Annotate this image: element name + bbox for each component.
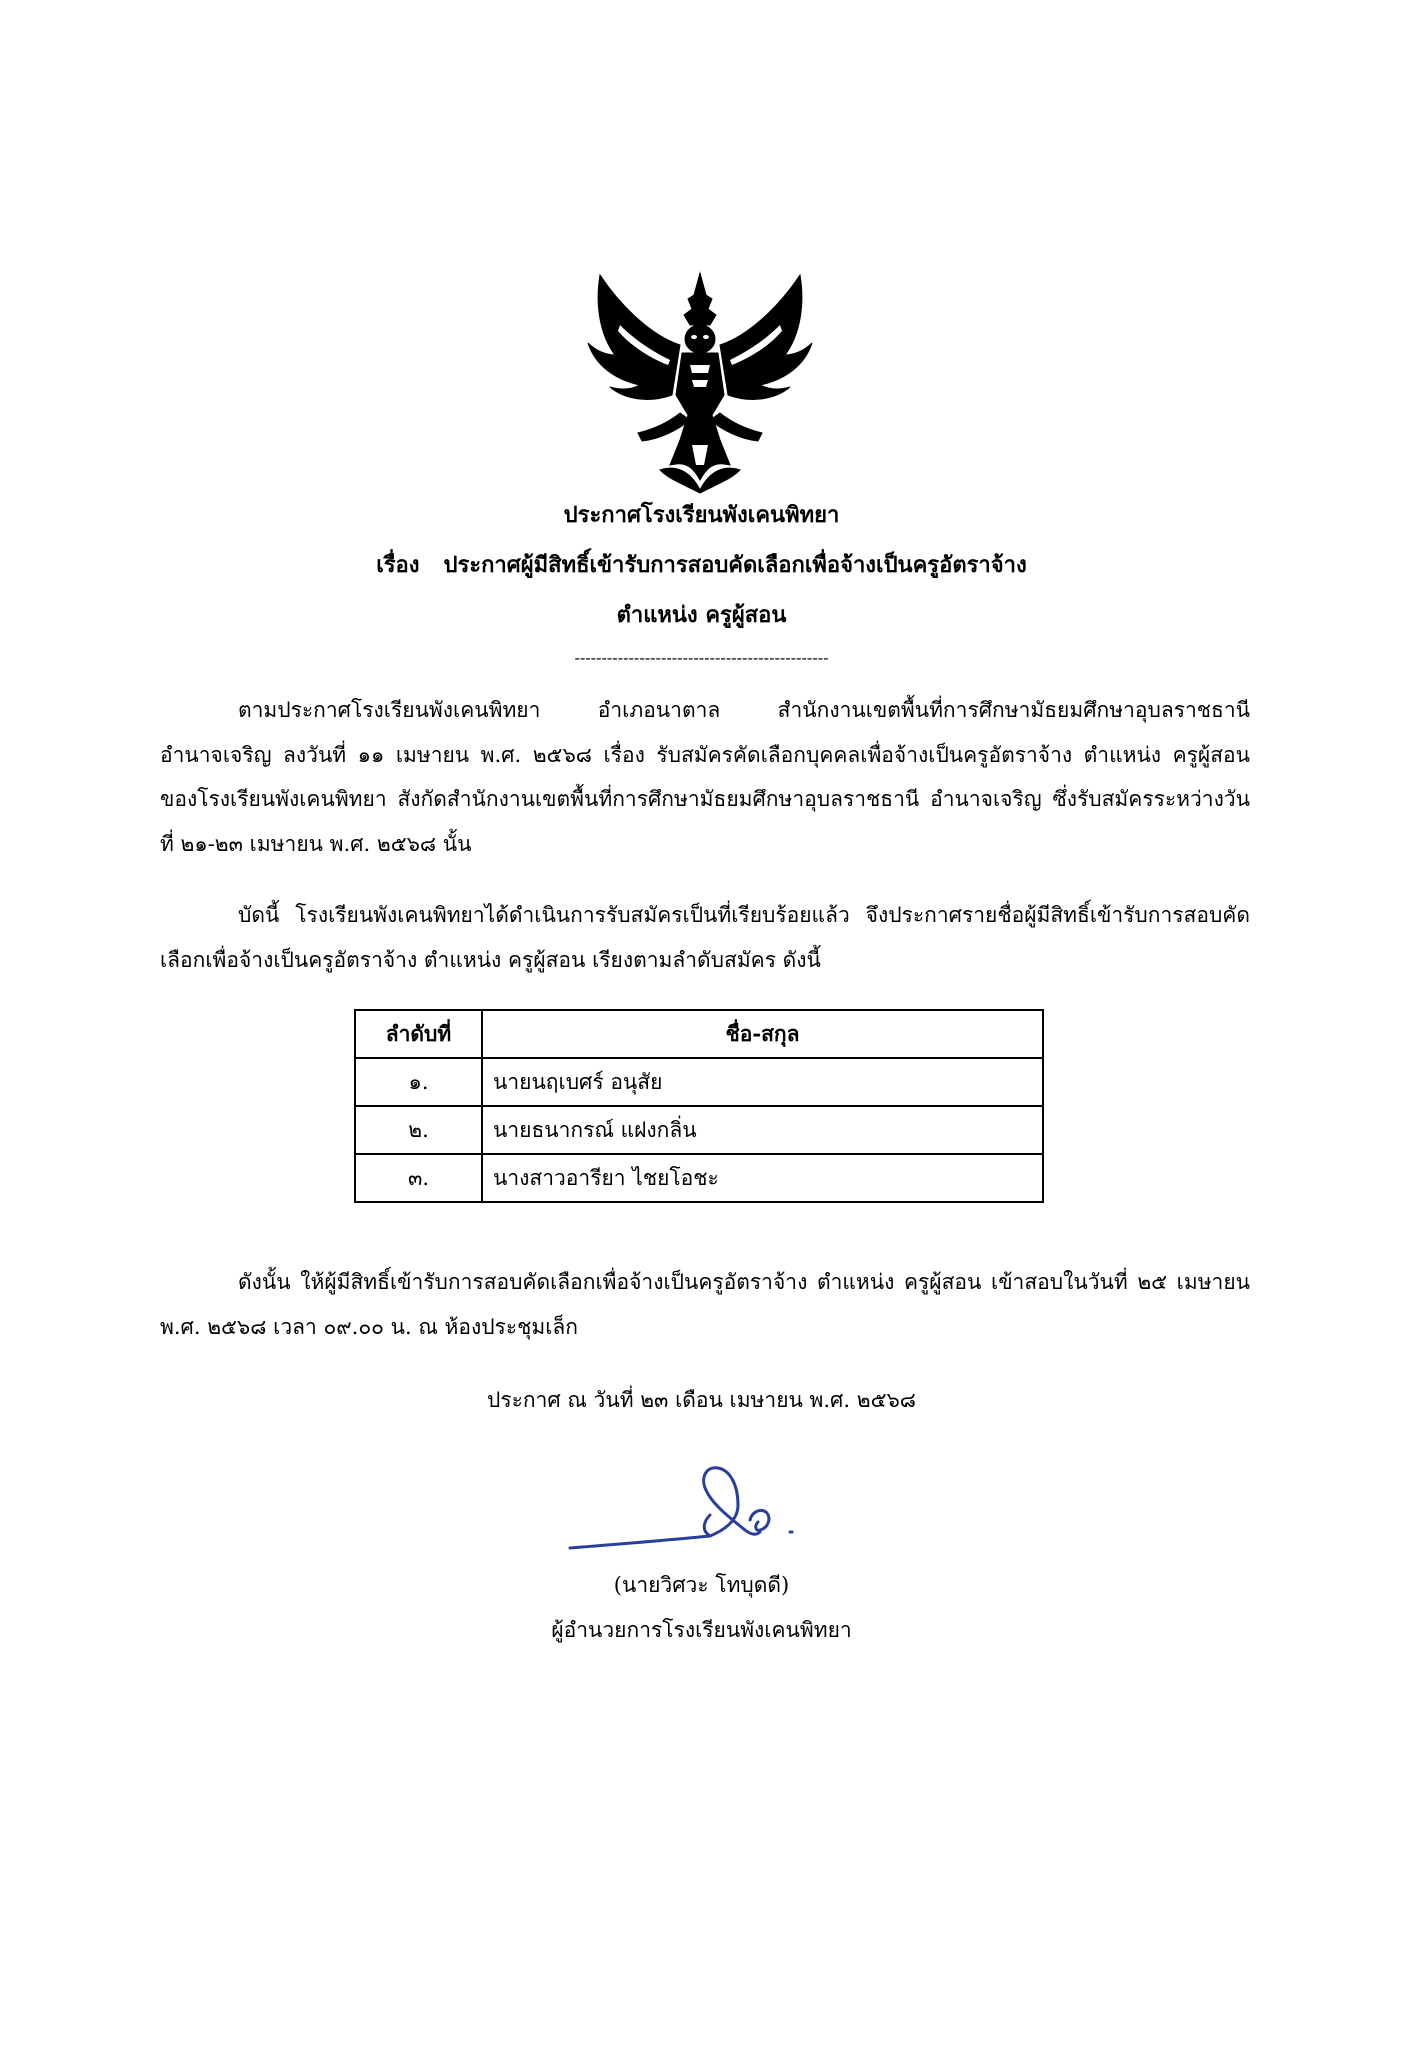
- row-name: นางสาวอารียา ไชยโอชะ: [482, 1154, 1043, 1202]
- table-row: [355, 1154, 1043, 1202]
- paragraph-background: ตามประกาศโรงเรียนพังเคนพิทยา อำเภอนาตาล สำนักงานเขตพื้นที่การศึกษามัธยมศึกษาอุบลราชธานี อำนาจเจริญ ลงวันที่ ๑๑ เมษายน พ.ศ. ๒๕๖๘ เรื่อง รับสมัครคัดเลือกบุคคลเพื่อจ้างเป็นครูอัตราจ้าง ตำแหน่ง ครูผู้สอน ของโรงเรียนพังเคนพิทยา สังกัดสำนักงานเขตพื้นที่การศึกษามัธยมศึกษาอุบลราชธานี อำนาจเจริญ ซึ่งรับสมัครระหว่างวันที่ ๒๑-๒๓ เมษายน พ.ศ. ๒๕๖๘ นั้น: [160, 698, 1250, 856]
- row-number: ๒.: [355, 1106, 482, 1154]
- candidate-table: [354, 1009, 1044, 1203]
- row-name: นายนฤเบศร์ อนุสัย: [482, 1058, 1043, 1106]
- announcement-title: ประกาศโรงเรียนพังเคนพิทยา: [563, 502, 840, 528]
- row-name: นายธนากรณ์ แฝงกลิ่น: [482, 1106, 1043, 1154]
- paragraph-exam-schedule: ดังนั้น ให้ผู้มีสิทธิ์เข้ารับการสอบคัดเลือกเพื่อจ้างเป็นครูอัตราจ้าง ตำแหน่ง ครูผู้สอน เข้าสอบในวันที่ ๒๕ เมษายน พ.ศ. ๒๕๖๘ เวลา ๐๙.๐๐ น. ณ ห้องประชุมเล็ก: [160, 1270, 1250, 1339]
- subject-label: เรื่อง: [376, 552, 420, 578]
- signer-position: ผู้อำนวยการโรงเรียนพังเคนพิทยา: [551, 1618, 852, 1642]
- table-header-name: ชื่อ-สกุล: [482, 1010, 1043, 1058]
- title-separator: -----------------------------------------------: [574, 648, 829, 667]
- table-row: [355, 1058, 1043, 1106]
- garuda-emblem-icon: [580, 265, 820, 495]
- row-number: ๓.: [355, 1154, 482, 1202]
- announcement-subject: ประกาศผู้มีสิทธิ์เข้ารับการสอบคัดเลือกเพื่อจ้างเป็นครูอัตราจ้าง: [443, 552, 1027, 578]
- row-number: ๑.: [355, 1058, 482, 1106]
- announcement-subject-line: [0, 550, 1403, 580]
- announcement-date: ประกาศ ณ วันที่ ๒๓ เดือน เมษายน พ.ศ. ๒๕๖๘: [486, 1388, 916, 1412]
- table-row: [355, 1106, 1043, 1154]
- signature-image: [560, 1460, 840, 1570]
- table-header-row: [355, 1010, 1043, 1058]
- paragraph-announcement: บัดนี้ โรงเรียนพังเคนพิทยาได้ดำเนินการรับสมัครเป็นที่เรียบร้อยแล้ว จึงประกาศรายชื่อผู้มีสิทธิ์เข้ารับการสอบคัดเลือกเพื่อจ้างเป็นครูอัตราจ้าง ตำแหน่ง ครูผู้สอน เรียงตามลำดับสมัคร ดังนี้: [160, 903, 1250, 972]
- signer-name: (นายวิศวะ โทบุดดี): [613, 1573, 790, 1597]
- table-header-number: ลำดับที่: [355, 1010, 482, 1058]
- announcement-position: ตำแหน่ง ครูผู้สอน: [616, 602, 787, 628]
